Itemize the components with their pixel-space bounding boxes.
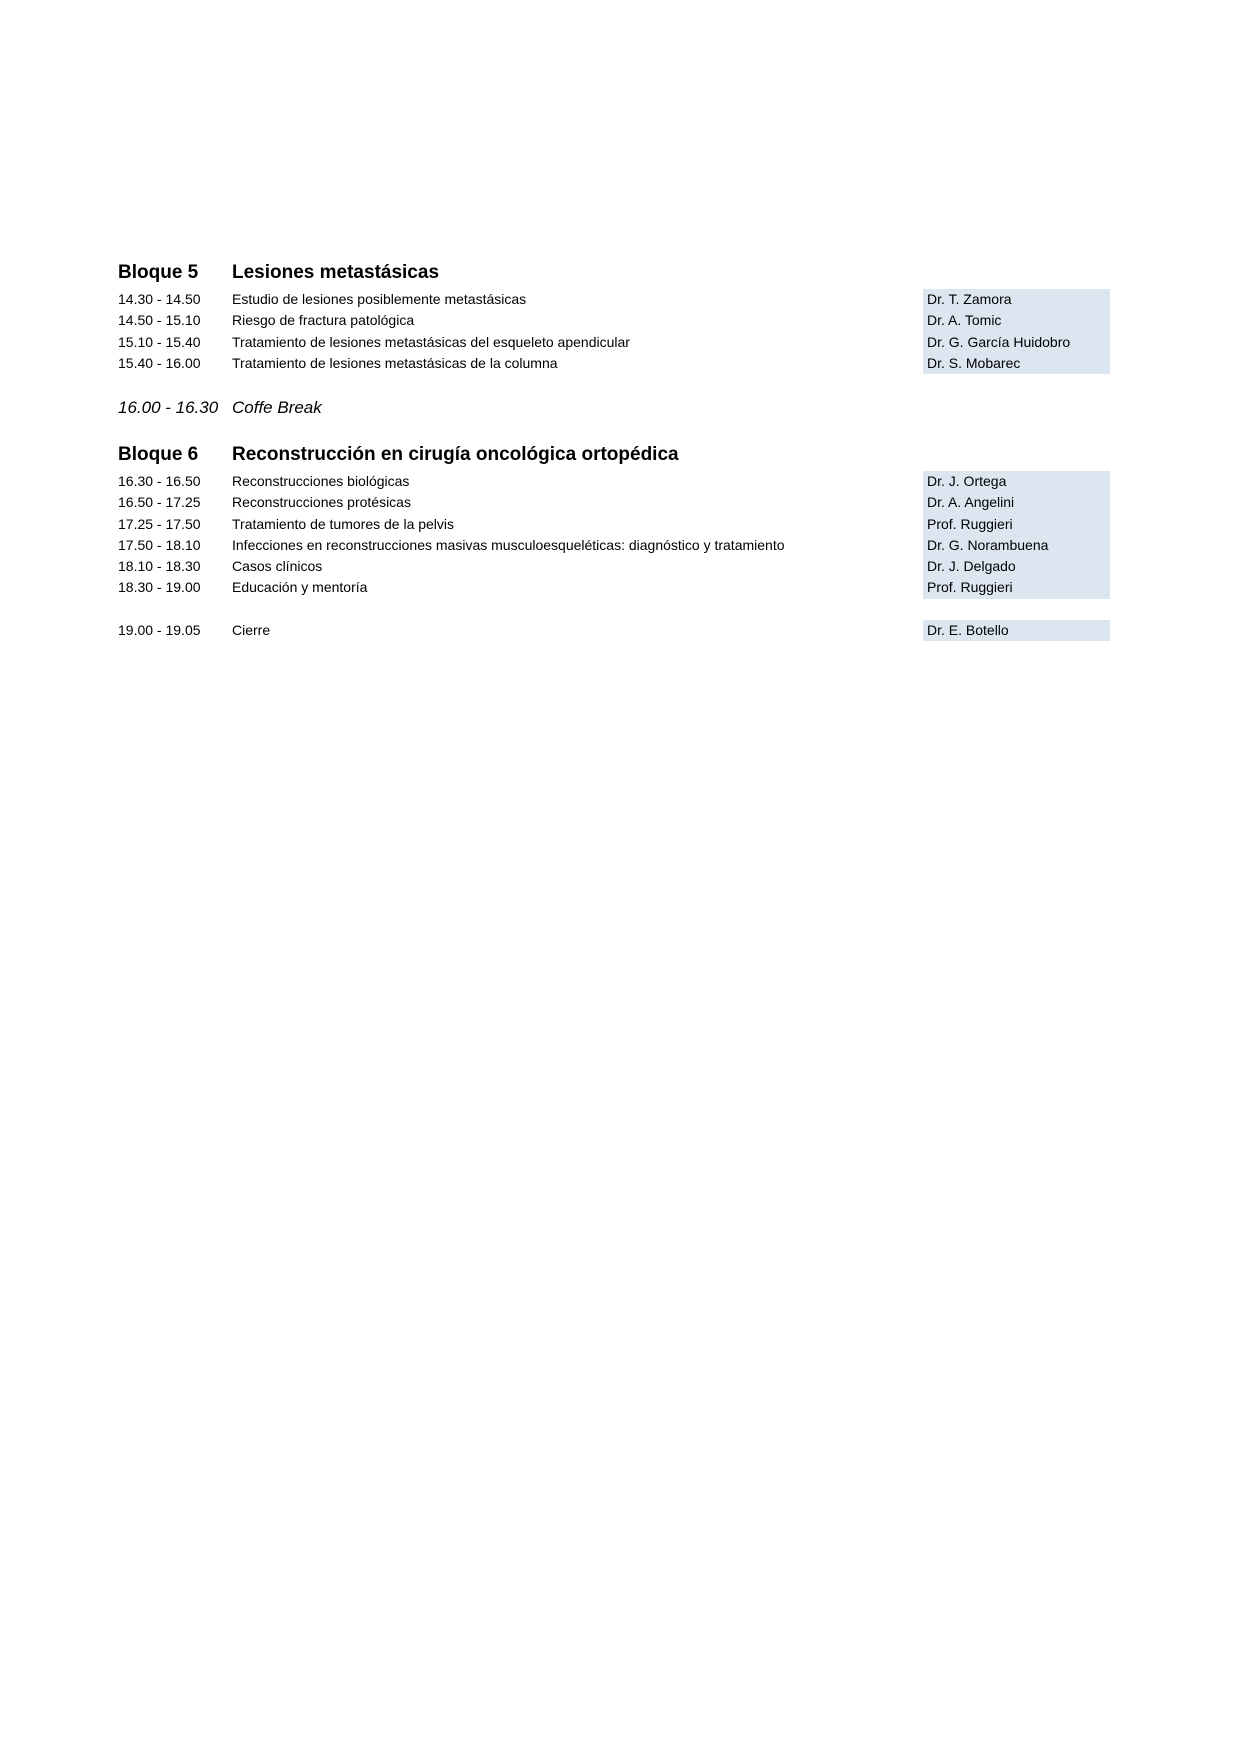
closing-time: 19.00 - 19.05 (118, 622, 201, 638)
schedule-row (118, 332, 1110, 353)
schedule-row (118, 556, 1110, 577)
session-speaker: Dr. S. Mobarec (923, 353, 1110, 374)
session-time: 17.25 - 17.50 (118, 515, 201, 532)
closing-row (118, 620, 1110, 641)
schedule-row (118, 514, 1110, 535)
schedule-row (118, 310, 1110, 331)
session-speaker: Dr. G. Norambuena (923, 535, 1110, 556)
closing-schedule (118, 620, 1110, 641)
schedule-row (118, 577, 1110, 598)
session-topic: Riesgo de fractura patológica (232, 312, 415, 329)
block-6-title: Reconstrucción en cirugía oncológica ortopédica (232, 444, 679, 465)
coffee-break-time: 16.00 - 16.30 (118, 398, 219, 417)
session-topic: Reconstrucciones protésicas (232, 494, 411, 511)
session-speaker: Dr. A. Angelini (923, 492, 1110, 513)
block-6-number: Bloque 6 (118, 444, 199, 465)
schedule-row (118, 471, 1110, 492)
session-topic: Reconstrucciones biológicas (232, 473, 410, 489)
coffee-break (118, 395, 718, 421)
session-topic: Tratamiento de lesiones metastásicas de la columna (232, 354, 558, 371)
session-topic: Estudio de lesiones posiblemente metastásicas (232, 291, 527, 307)
session-time: 16.30 - 16.50 (118, 473, 201, 489)
closing-topic: Cierre (232, 622, 271, 638)
session-time: 18.10 - 18.30 (118, 558, 201, 575)
schedule-row (118, 492, 1110, 513)
session-speaker: Dr. G. García Huidobro (923, 332, 1110, 353)
session-topic: Tratamiento de tumores de la pelvis (232, 515, 455, 532)
schedule-row (118, 289, 1110, 310)
block-6-header (118, 440, 1118, 470)
session-speaker: Dr. J. Delgado (923, 556, 1110, 577)
coffee-break-label: Coffe Break (232, 398, 322, 417)
session-time: 16.50 - 17.25 (118, 494, 201, 511)
session-speaker: Prof. Ruggieri (923, 577, 1110, 598)
block-6-schedule (118, 471, 1110, 599)
session-topic: Tratamiento de lesiones metastásicas del esqueleto apendicular (232, 333, 630, 350)
block-5-schedule (118, 289, 1110, 374)
session-time: 15.40 - 16.00 (118, 354, 201, 371)
session-time: 18.30 - 19.00 (118, 579, 201, 596)
session-time: 15.10 - 15.40 (118, 333, 201, 350)
block-5-title: Lesiones metastásicas (232, 262, 440, 283)
block-5-number: Bloque 5 (118, 262, 199, 283)
block-5-header (118, 258, 1118, 288)
session-speaker: Prof. Ruggieri (923, 514, 1110, 535)
session-topic: Casos clínicos (232, 558, 323, 575)
schedule-row (118, 353, 1110, 374)
session-speaker: Dr. T. Zamora (923, 289, 1110, 310)
session-topic: Infecciones en reconstrucciones masivas musculoesqueléticas: diagnóstico y tratamiento (232, 536, 785, 553)
session-time: 14.30 - 14.50 (118, 291, 201, 307)
schedule-row (118, 535, 1110, 556)
session-speaker: Dr. A. Tomic (923, 310, 1110, 331)
session-topic: Educación y mentoría (232, 579, 368, 596)
session-speaker: Dr. J. Ortega (923, 471, 1110, 492)
session-time: 17.50 - 18.10 (118, 536, 201, 553)
closing-speaker: Dr. E. Botello (923, 620, 1110, 641)
session-time: 14.50 - 15.10 (118, 312, 201, 329)
